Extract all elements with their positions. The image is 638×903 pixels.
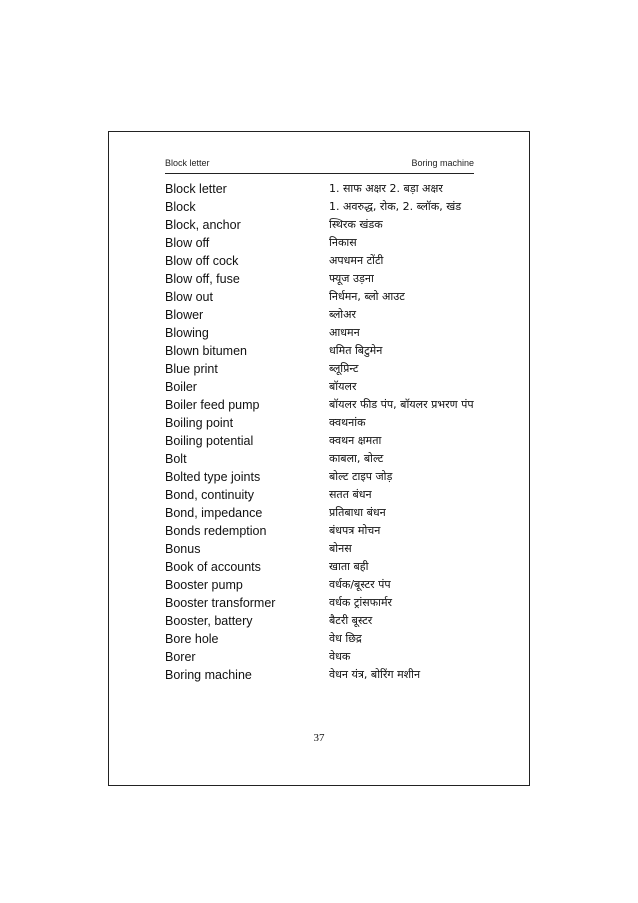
glossary-entry xyxy=(165,378,485,396)
glossary-entry xyxy=(165,252,485,270)
glossary-entry xyxy=(165,594,485,612)
entry-definition: प्रतिबाधा बंधन xyxy=(329,506,386,519)
entry-definition: क्वथनांक xyxy=(329,416,366,429)
entry-term: Bolted type joints xyxy=(165,470,261,484)
glossary-entry xyxy=(165,270,485,288)
glossary-entry xyxy=(165,198,485,216)
entry-definition: ब्लोअर xyxy=(329,308,357,321)
entry-term: Blow out xyxy=(165,290,213,304)
entry-term: Blower xyxy=(165,308,204,322)
glossary-entry xyxy=(165,306,485,324)
entry-definition: क्वथन क्षमता xyxy=(329,434,382,447)
entry-definition: बंधपत्र मोचन xyxy=(329,524,381,537)
glossary-entry xyxy=(165,216,485,234)
entry-definition: सतत बंधन xyxy=(329,488,372,501)
glossary-entry xyxy=(165,432,485,450)
entry-definition: वर्धक ट्रांसफार्मर xyxy=(329,596,393,609)
entry-term: Borer xyxy=(165,650,196,664)
entry-term: Blowing xyxy=(165,326,209,340)
glossary-entry xyxy=(165,504,485,522)
entry-definition: निर्धमन, ब्लो आउट xyxy=(329,290,405,303)
entry-definition: वर्धक/बूस्टर पंप xyxy=(329,578,391,591)
entry-definition: निकास xyxy=(329,236,357,249)
glossary-entry xyxy=(165,180,485,198)
entry-definition: धमित बिटुमेन xyxy=(329,344,383,357)
entry-definition: वेधक xyxy=(329,650,351,663)
glossary-entry xyxy=(165,486,485,504)
entry-term: Blow off xyxy=(165,236,210,250)
entry-term: Booster pump xyxy=(165,578,243,592)
entry-term: Booster transformer xyxy=(165,596,276,610)
entry-definition: बॉयलर xyxy=(329,380,357,393)
entry-term: Blue print xyxy=(165,362,218,376)
entry-term: Blown bitumen xyxy=(165,344,247,358)
glossary-entry xyxy=(165,540,485,558)
entry-definition: फ्यूज उड़ना xyxy=(329,272,374,285)
entry-definition: 1. साफ अक्षर 2. बड़ा अक्षर xyxy=(329,182,443,195)
entry-definition: 1. अवरुद्ध, रोक, 2. ब्लॉक, खंड xyxy=(329,200,462,213)
entry-definition: ब्लूप्रिन्ट xyxy=(329,362,359,375)
entry-term: Bond, impedance xyxy=(165,506,263,520)
entry-term: Boiling point xyxy=(165,416,234,430)
glossary-entry xyxy=(165,342,485,360)
glossary-entry xyxy=(165,576,485,594)
glossary-entry xyxy=(165,450,485,468)
entry-term: Blow off, fuse xyxy=(165,272,240,286)
entry-definition: बैटरी बूस्टर xyxy=(329,614,373,627)
entry-definition: खाता बही xyxy=(329,560,369,573)
entry-term: Blow off cock xyxy=(165,254,239,268)
entry-term: Bore hole xyxy=(165,632,219,646)
glossary-entry xyxy=(165,468,485,486)
page-number: 37 xyxy=(313,732,325,744)
glossary-entry xyxy=(165,360,485,378)
entry-term: Bonus xyxy=(165,542,201,556)
entry-term: Boring machine xyxy=(165,668,252,682)
header-first-entry: Block letter xyxy=(165,158,210,168)
glossary-entry xyxy=(165,666,485,684)
entry-definition: स्थिरक खंडक xyxy=(329,218,383,231)
entry-term: Block letter xyxy=(165,182,227,196)
entry-term: Bolt xyxy=(165,452,187,466)
glossary-entry xyxy=(165,630,485,648)
entry-definition: बोल्ट टाइप जोड़ xyxy=(329,470,393,483)
running-header xyxy=(165,157,474,173)
glossary-entry xyxy=(165,396,485,414)
glossary-entry xyxy=(165,558,485,576)
entry-term: Boiler feed pump xyxy=(165,398,260,412)
entry-term: Boiler xyxy=(165,380,197,394)
entry-term: Block, anchor xyxy=(165,218,241,232)
entry-definition: बोनस xyxy=(329,542,352,555)
entry-definition: वेध छिद्र xyxy=(329,632,362,645)
entry-definition: आधमन xyxy=(329,326,360,339)
entry-term: Book of accounts xyxy=(165,560,261,574)
glossary-entry xyxy=(165,324,485,342)
entry-term: Booster, battery xyxy=(165,614,253,628)
glossary-entry xyxy=(165,414,485,432)
glossary-entry xyxy=(165,648,485,666)
entry-definition: अपधमन टोंटी xyxy=(329,254,384,267)
entry-term: Boiling potential xyxy=(165,434,254,448)
glossary-entry xyxy=(165,612,485,630)
glossary-entry xyxy=(165,288,485,306)
entry-definition: वेधन यंत्र, बोरिंग मशीन xyxy=(329,668,421,681)
entry-definition: बॉयलर फीड पंप, बॉयलर प्रभरण पंप xyxy=(329,398,474,411)
glossary-entry xyxy=(165,234,485,252)
header-rule xyxy=(165,173,474,174)
glossary-entry xyxy=(165,522,485,540)
entry-term: Bonds redemption xyxy=(165,524,267,538)
glossary-list xyxy=(165,180,485,684)
entry-term: Bond, continuity xyxy=(165,488,254,502)
header-last-entry: Boring machine xyxy=(411,158,474,168)
entry-term: Block xyxy=(165,200,196,214)
entry-definition: काबला, बोल्ट xyxy=(329,452,384,465)
